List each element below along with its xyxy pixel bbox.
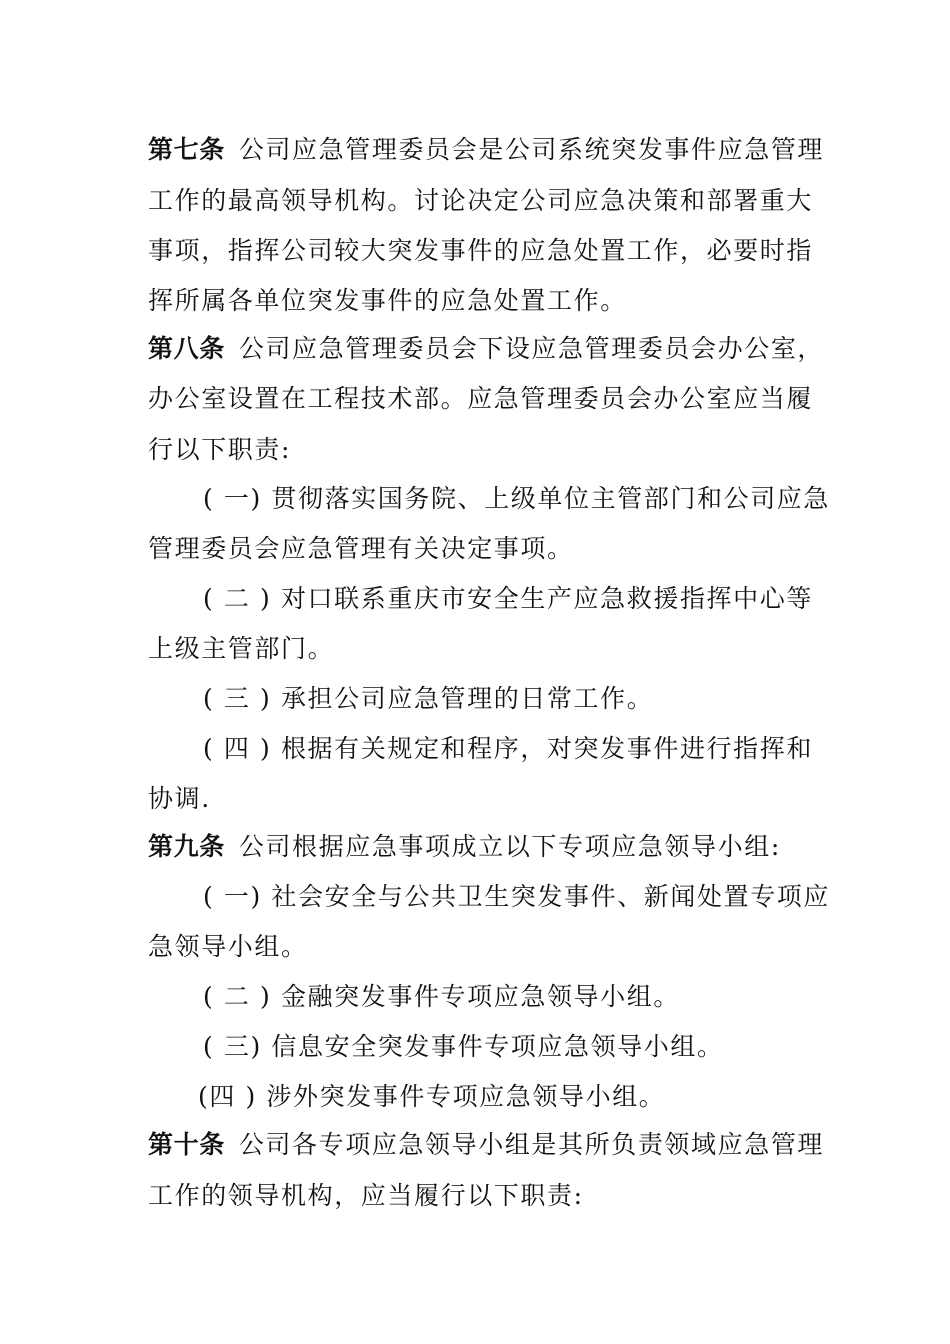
article-9-item-2-line-1: ( 二 ) 金融突发事件专项应急领导小组。	[203, 982, 680, 1011]
article-8-item-1-line-2: 管理委员会应急管理有关决定事项。	[148, 534, 574, 563]
article-7-line-2: 工作的最高领导机构。讨论决定公司应急决策和部署重大	[148, 186, 814, 215]
article-9-text-1: 公司根据应急事项成立以下专项应急领导小组:	[238, 832, 781, 861]
article-8-item-4-line-1: ( 四 ) 根据有关规定和程序，对突发事件进行指挥和	[203, 734, 813, 763]
article-9-item-1-line-2: 急领导小组。	[148, 932, 308, 961]
article-8-text-1: 公司应急管理委员会下设应急管理委员会办公室，	[238, 334, 825, 363]
article-8-line-3: 行以下职责:	[148, 435, 292, 464]
article-10-label: 第十条	[148, 1130, 225, 1159]
article-9-item-3-line-1: ( 三) 信息安全突发事件专项应急领导小组。	[203, 1032, 724, 1061]
article-7-line-4: 挥所属各单位突发事件的应急处置工作。	[148, 286, 627, 315]
article-7-label: 第七条	[148, 135, 225, 164]
article-8-item-4-line-2: 协调.	[148, 784, 211, 813]
article-8-line-2: 办公室设置在工程技术部。应急管理委员会办公室应当履	[148, 384, 814, 413]
article-9-line-1	[148, 827, 818, 867]
article-9-item-4-line-1: (四 ) 涉外突发事件专项应急领导小组。	[198, 1082, 666, 1111]
article-10-line-2: 工作的领导机构，应当履行以下职责:	[148, 1181, 584, 1210]
article-7-line-1	[148, 130, 825, 170]
article-9-label: 第九条	[148, 832, 225, 861]
article-8-item-1-line-1: ( 一) 贯彻落实国务院、上级单位主管部门和公司应急	[203, 484, 831, 513]
article-10-line-1	[148, 1125, 825, 1165]
article-8-item-2-line-1: ( 二 ) 对口联系重庆市安全生产应急救援指挥中心等	[203, 584, 813, 613]
article-8-item-2-line-2: 上级主管部门。	[148, 634, 335, 663]
article-7-text-1: 公司应急管理委员会是公司系统突发事件应急管理	[238, 135, 825, 164]
article-8-item-3-line-1: ( 三 ) 承担公司应急管理的日常工作。	[203, 684, 654, 713]
article-9-item-1-line-1: ( 一) 社会安全与公共卫生突发事件、新闻处置专项应	[203, 882, 831, 911]
article-7-line-3: 事项，指挥公司较大突发事件的应急处置工作，必要时指	[148, 236, 814, 265]
article-10-text-1: 公司各专项应急领导小组是其所负责领域应急管理	[238, 1130, 825, 1159]
article-8-label: 第八条	[148, 334, 225, 363]
article-8-line-1	[148, 329, 825, 369]
